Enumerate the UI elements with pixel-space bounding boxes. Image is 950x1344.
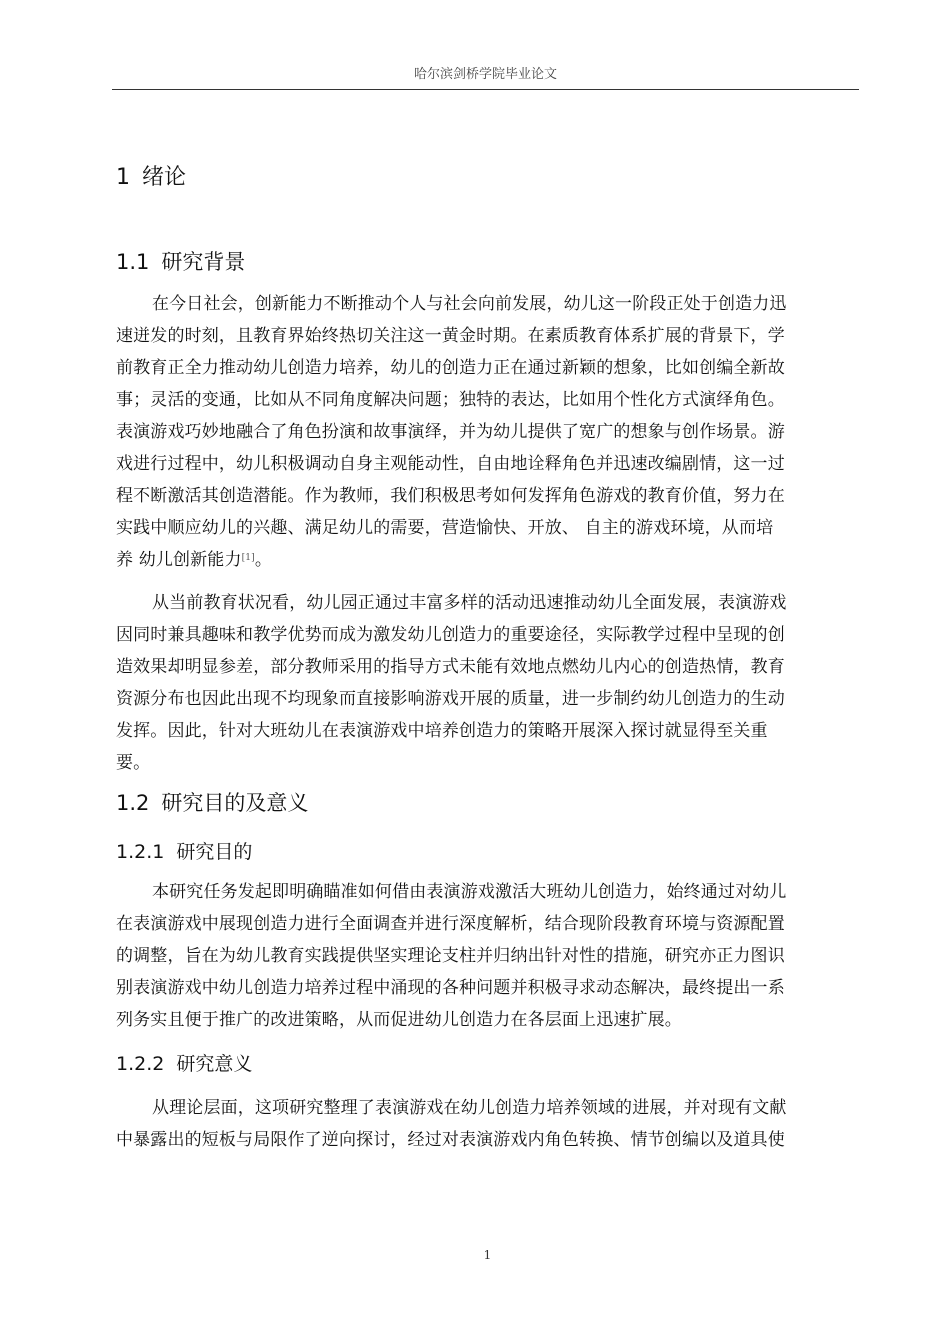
page-header — [112, 62, 859, 90]
page-number: 1 — [483, 1248, 492, 1262]
text-line: 前教育正全力推动幼儿创造力培养，幼儿的创造力正在通过新颖的想象，比如创编全新故 — [116, 358, 785, 378]
text-line: 表演游戏巧妙地融合了角色扮演和故事演绎，并为幼儿提供了宽广的想象与创作场景。游 — [116, 422, 785, 442]
text-line: 发挥。因此，针对大班幼儿在表演游戏中培养创造力的策略开展深入探讨就显得至关重 — [116, 721, 768, 741]
subsection-heading-1-2-2 — [116, 1048, 252, 1080]
text-line: 在今日社会，创新能力不断推动个人与社会向前发展，幼儿这一阶段正处于创造力迅 — [152, 294, 787, 314]
subsection-number: 1.2.2 — [116, 1053, 165, 1075]
text-line: 实践中顺应幼儿的兴趣、满足幼儿的需要，营造愉快、开放、 自主的游戏环境，从而培 — [116, 518, 774, 538]
paragraph-background-1 — [116, 288, 866, 576]
text-line-end: 。 — [254, 550, 272, 570]
chapter-title: 绪论 — [142, 165, 187, 190]
section-heading-1-1 — [116, 245, 245, 279]
citation-reference[interactable]: [1] — [241, 553, 255, 563]
header-title: 哈尔滨剑桥学院毕业论文 — [413, 67, 557, 82]
text-line: 别表演游戏中幼儿创造力培养过程中涌现的各种问题并积极寻求动态解决，最终提出一系 — [116, 978, 785, 998]
text-line: 事；灵活的变通，比如从不同角度解决问题；独特的表达，比如用个性化方式演绎角色。 — [116, 390, 785, 410]
text-line: 中暴露出的短板与局限作了逆向探讨，经过对表演游戏内角色转换、情节创编以及道具使 — [116, 1130, 785, 1150]
text-line: 从当前教育状况看，幼儿园正通过丰富多样的活动迅速推动幼儿全面发展，表演游戏 — [152, 593, 787, 613]
paragraph-significance — [116, 1092, 866, 1156]
subsection-title: 研究目的 — [176, 841, 253, 863]
text-line: 因同时兼具趣味和教学优势而成为激发幼儿创造力的重要途径，实际教学过程中呈现的创 — [116, 625, 785, 645]
text-line: 本研究任务发起即明确瞄准如何借由表演游戏激活大班幼儿创造力，始终通过对幼儿 — [152, 882, 787, 902]
chapter-heading — [116, 160, 186, 196]
text-line: 速迸发的时刻，且教育界始终热切关注这一黄金时期。在素质教育体系扩展的背景下，学 — [116, 326, 785, 346]
paragraph-background-2 — [116, 587, 866, 779]
section-number: 1.1 — [116, 250, 150, 274]
text-line: 在表演游戏中展现创造力进行全面调查并进行深度解析，结合现阶段教育环境与资源配置 — [116, 914, 785, 934]
subsection-heading-1-2-1 — [116, 836, 252, 868]
text-line: 程不断激活其创造潜能。作为教师，我们积极思考如何发挥角色游戏的教育价值，努力在 — [116, 486, 785, 506]
paragraph-purpose — [116, 876, 866, 1036]
text-line: 戏进行过程中，幼儿积极调动自身主观能动性，自由地诠释角色并迅速改编剧情，这一过 — [116, 454, 785, 474]
section-number: 1.2 — [116, 791, 150, 815]
chapter-number: 1 — [116, 165, 130, 190]
section-title: 研究背景 — [161, 250, 246, 274]
text-line-with-citation — [116, 544, 866, 576]
section-heading-1-2 — [116, 786, 308, 820]
text-line: 的调整，旨在为幼儿教育实践提供坚实理论支柱并归纳出针对性的措施，研究亦正力图识 — [116, 946, 785, 966]
subsection-title: 研究意义 — [176, 1053, 253, 1075]
text-line: 资源分布也因此出现不均现象而直接影响游戏开展的质量，进一步制约幼儿创造力的生动 — [116, 689, 785, 709]
section-title: 研究目的及意义 — [161, 791, 309, 815]
text-line-body: 养 幼儿创新能力 — [116, 550, 242, 570]
text-line: 从理论层面，这项研究整理了表演游戏在幼儿创造力培养领域的进展，并对现有文献 — [152, 1098, 787, 1118]
subsection-number: 1.2.1 — [116, 841, 165, 863]
text-line: 造效果却明显参差，部分教师采用的指导方式未能有效地点燃幼儿内心的创造热情，教育 — [116, 657, 785, 677]
text-line: 列务实且便于推广的改进策略，从而促进幼儿创造力在各层面上迅速扩展。 — [116, 1010, 682, 1030]
text-line: 要。 — [116, 753, 151, 773]
